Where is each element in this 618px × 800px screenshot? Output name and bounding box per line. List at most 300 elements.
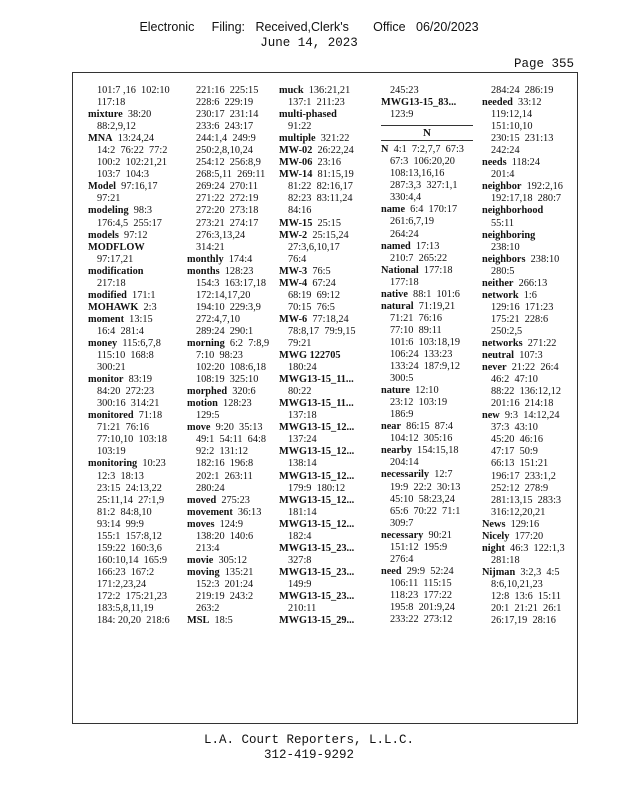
index-entry [482,157,578,169]
page-line-refs: 93:14 99:9 [97,518,144,530]
page-line-refs: 84:20 272:23 [97,386,155,398]
index-entry [279,471,375,483]
page-line-refs: 219:19 243:2 [196,590,254,602]
page-line-refs: 129:5 [196,410,220,422]
page-line-refs: 92:2 131:12 [196,446,249,458]
index-headword: MNA [88,133,113,145]
index-headword: necessarily [381,469,430,481]
index-headword: MW-15 [279,217,313,229]
index-entry [279,109,375,121]
page-line-refs: 166:23 167:2 [97,566,155,578]
page-line-refs: 49:1 54:11 64:8 [196,434,266,446]
page-line-refs: 118:23 177:22 [390,589,452,601]
page-line-refs: 300:5 [390,373,414,385]
page-line-refs: 71:18 [133,410,163,422]
page-line-refs: 88:1 101:6 [407,288,460,300]
page-line-refs: 137:1 211:23 [288,97,345,109]
index-headword: neighborhood [482,205,544,217]
page-line-refs: 280:24 [196,482,225,494]
index-entry [279,615,375,627]
page-line-refs: 201:16 214:18 [491,398,554,410]
page-line-refs: 266:13 [513,277,548,289]
page-line-refs: 6:2 7:8,9 [224,337,270,349]
page-line-refs: 108:19 325:10 [196,374,259,386]
index-entry [482,290,578,302]
page-line-refs: 250:2,8,10,24 [196,145,253,157]
page-line-refs: 151:12 195:9 [390,541,448,553]
index-headword: new [482,410,500,422]
page-line-refs: 238:10 [491,241,520,253]
page-line-refs: 76:5 [307,265,331,277]
page-line-refs: 137:18 [288,410,317,422]
page-line-refs: 25:11,14 27:1,9 [97,494,165,506]
page-line-refs: 135:21 [219,566,254,578]
page-line-refs: 177:20 [509,530,544,542]
index-entry [187,386,283,398]
page-line-refs: 6:4 170:17 [405,204,458,216]
page-line-refs: 82:23 83:11,24 [288,193,353,205]
index-headword: neutral [482,350,515,362]
page-line-refs: 184: 20,20 218:6 [97,615,170,627]
page-line-refs: 160:10,14 165:9 [97,554,168,566]
page-line-refs: 117:18 [97,97,126,109]
page-line-refs: 327:8 [288,554,312,566]
page-line-refs: 177:18 [390,276,419,288]
page-line-refs: 97:17,21 [97,253,134,265]
page-line-refs: 233:22 273:12 [390,614,453,626]
index-headword: MW-6 [279,313,308,325]
page-line-refs: 287:3,3 327:1,1 [390,180,458,192]
page-line-refs: 23:15 24:13,22 [97,482,162,494]
page-line-refs: 300:21 [97,362,126,374]
page-line-refs: 289:24 290:1 [196,325,254,337]
page-line-refs: 26:17,19 28:16 [491,615,556,627]
page-line-refs: 81:22 82:16,17 [288,181,353,193]
page-line-refs: 12:8 13:6 15:11 [491,590,561,602]
index-headword: needs [482,157,507,169]
index-headword: mixture [88,109,123,121]
index-headword: need [381,565,402,577]
index-entry [88,230,184,242]
page-line-refs: 47:17 50:9 [491,446,538,458]
page-line-refs: 16:4 281:4 [97,325,144,337]
index-entry [187,615,283,627]
page-line-refs: 230:17 231:14 [196,109,259,121]
page-line-refs: 12:3 18:13 [97,470,144,482]
page-line-refs: 1:6 [518,289,537,301]
page-line-refs: 210:7 265:22 [390,252,448,264]
index-entry [482,410,578,422]
index-entry [279,519,375,531]
page-line-refs: 305:12 [213,554,248,566]
page-line-refs: 78:8,17 79:9,15 [288,325,356,337]
page-line-refs: 80:22 [288,386,312,398]
page-line-refs: 194:10 229:3,9 [196,301,261,313]
index-entry [482,230,578,242]
page-line-refs: 104:12 305:16 [390,433,453,445]
page-line-refs: 321:22 [315,133,350,145]
index-entry [279,133,375,145]
page-line-refs: 155:1 157:8,12 [97,530,162,542]
index-entry [279,218,375,230]
page-line-refs: 171:1 [126,289,156,301]
index-entry [88,314,184,326]
page-line-refs: 210:11 [288,603,317,615]
index-entry [381,144,477,156]
index-column-5 [482,85,578,627]
index-headword: multiple [279,133,316,145]
page-line-refs: 273:21 274:17 [196,217,259,229]
reporter-name: L.A. Court Reporters, L.L.C. [203,733,415,747]
index-headword: muck [279,85,304,96]
index-entry [482,531,578,543]
page-line-refs: 86:15 87:4 [401,421,454,433]
page-line-refs: 192:2,16 [521,181,563,193]
index-entry [187,266,283,278]
page-line-refs: 45:10 58:23,24 [390,493,455,505]
index-entry [381,241,477,253]
index-entry [88,181,184,193]
page-line-refs: 182:16 196:8 [196,458,254,470]
page-line-refs: 103:7 104:3 [97,169,150,181]
index-headword: neither [482,277,514,289]
page-line-refs: 8:6,10,21,23 [491,578,543,590]
index-column-3 [279,85,375,627]
page-line-refs: 23:16 [312,157,341,169]
page-line-refs: 202:1 263:11 [196,470,253,482]
page-line-refs: 179:9 180:12 [288,482,346,494]
index-headword: morphed [187,386,228,398]
page-line-refs: 271:22 272:19 [196,193,259,205]
page-line-refs: 102:20 108:6,18 [196,362,267,374]
index-entry [381,301,477,313]
page-line-refs: 46:2 47:10 [491,374,538,386]
page-line-refs: 172:2 175:21,23 [97,590,168,602]
page-line-refs: 71:21 76:16 [390,312,443,324]
index-entry [279,266,375,278]
index-entry [279,157,375,169]
index-headword: money [88,337,118,349]
page-line-refs: 171:2,23,24 [97,578,147,590]
page-line-refs: 33:12 [512,97,542,109]
page-line-refs: 77:10 89:11 [390,324,442,336]
page-line-refs: 18:5 [209,615,233,627]
page-line-refs: 138:20 140:6 [196,530,254,542]
page-line-refs: 300:16 314:21 [97,398,160,410]
index-entry [381,445,477,457]
page-line-refs: 83:19 [123,374,153,386]
page-line-refs: 152:3 201:24 [196,578,254,590]
page-line-refs: 269:24 270:11 [196,181,258,193]
index-headword: MWG13-15_29... [279,615,355,627]
page-line-refs: 77:10,10 103:18 [97,434,168,446]
page-line-refs: 129:16 171:23 [491,301,554,313]
index-entry [482,97,578,109]
page-line-refs: 309:7 [390,517,414,529]
index-headword: Nijman [482,566,516,578]
page-line-refs: 151:10,10 [491,121,533,133]
index-entry [279,567,375,579]
page-line-refs: 26:22,24 [312,145,354,157]
index-entry [279,230,375,242]
index-entry [482,543,578,555]
index-headword: near [381,421,402,433]
index-headword: MW-2 [279,229,308,241]
page-line-refs: 118:24 [506,157,540,169]
page-line-refs: 250:2,5 [491,325,523,337]
page-line-refs: 196:17 233:1,2 [491,470,556,482]
index-entry [482,362,578,374]
index-headword: MWG13-15_12... [279,470,355,482]
page-line-refs: 9:20 35:13 [210,422,263,434]
page-line-refs: 103:19 [97,446,126,458]
page-line-refs: 81:2 84:8,10 [97,506,152,518]
index-entry [88,302,184,314]
index-entry [482,519,578,531]
page-line-refs: 182:4 [288,530,312,542]
index-column-2 [187,85,283,627]
page-number: Page 355 [513,57,574,71]
page-line-refs: 77:18,24 [307,313,349,325]
index-headword: MW-3 [279,265,308,277]
page-line-refs: 172:14,17,20 [196,289,251,301]
index-entry [88,242,184,254]
index-headword: MWG13-15_83... [381,97,457,109]
page-line-refs: 45:20 46:16 [491,434,544,446]
index-headword: months [187,265,220,277]
page-line-refs: 264:24 [390,228,419,240]
page-line-refs: 133:24 187:9,12 [390,361,461,373]
index-entry [482,181,578,193]
index-entry [381,530,477,542]
page-line-refs: 268:5,11 269:11 [196,169,266,181]
index-headword: name [381,204,406,216]
page-line-refs: 181:14 [288,506,317,518]
index-headword: modification [88,265,144,277]
index-headword: nearby [381,445,412,457]
page-line-refs: 221:16 225:15 [196,85,259,96]
page-line-refs: 71:21 76:16 [97,422,150,434]
index-headword: MWG13-15_11... [279,374,354,386]
index-headword: modeling [88,205,129,217]
page-line-refs: 154:15,18 [411,445,459,457]
page-line-refs: 25:15 [312,217,341,229]
page-line-refs: 276:4 [390,553,414,565]
index-headword: necessary [381,529,424,541]
page-line-refs: 174:4 [223,253,253,265]
page-line-refs: 136:21,21 [303,85,351,96]
page-line-refs: 91:22 [288,121,312,133]
page-line-refs: 195:8 201:9,24 [390,601,455,613]
page-line-refs: 276:3,13,24 [196,229,246,241]
page-line-refs: 55:11 [491,217,515,229]
page-line-refs: 242:24 [491,145,520,157]
page-line-refs: 68:19 69:12 [288,289,341,301]
page-line-refs: 88:22 136:12,12 [491,386,562,398]
index-entry [381,469,477,481]
page-line-refs: 10:23 [137,458,166,470]
page-line-refs: 275:23 [216,494,250,506]
index-entry [187,555,283,567]
index-headword: MW-14 [279,169,313,181]
section-letter: N [381,125,473,141]
index-headword: monitoring [88,458,138,470]
page-line-refs: 245:23 [390,85,419,96]
page-line-refs: 201:4 [491,169,515,181]
page-line-refs: 123:9 [390,109,414,121]
index-headword: MW-4 [279,277,308,289]
index-entry [279,85,375,97]
page-line-refs: 36:13 [232,506,262,518]
index-headword: MWG 122705 [279,350,341,362]
page-line-refs: 90:21 [423,529,452,541]
page-line-refs: 100:2 102:21,21 [97,157,168,169]
page-line-refs: 67:3 106:20,20 [390,156,455,168]
index-headword: MWG13-15_11... [279,398,354,410]
index-headword: nature [381,385,410,397]
page-line-refs: 70:15 76:5 [288,301,335,313]
page-line-refs: 271:22 [522,337,557,349]
page-line-refs: 12:10 [410,385,439,397]
index-headword: movie [187,554,214,566]
index-headword: neighbor [482,181,522,193]
page-line-refs: 21:22 26:4 [506,362,559,374]
index-entry [381,289,477,301]
page-line-refs: 124:9 [214,518,244,530]
index-entry [482,278,578,290]
index-headword: moves [187,518,215,530]
page-line-refs: 254:12 256:8,9 [196,157,261,169]
page-line-refs: 128:23 [219,265,254,277]
index-headword: moment [88,313,125,325]
index-headword: MWG13-15_12... [279,446,355,458]
page-line-refs: 84:16 [288,205,312,217]
page-line-refs: 149:9 [288,578,312,590]
page-line-refs: 159:22 160:3,6 [97,542,162,554]
page-line-refs: 230:15 231:13 [491,133,554,145]
index-entry [88,290,184,302]
index-headword: News [482,518,506,530]
page-line-refs: 192:17,18 280:7 [491,193,562,205]
index-headword: MWG13-15_12... [279,518,355,530]
index-headword: modified [88,289,127,301]
index-headword: neighboring [482,229,536,241]
index-entry [187,422,283,434]
index-headword: move [187,422,211,434]
index-entry [187,495,283,507]
index-entry [88,374,184,386]
page-line-refs: 228:6 229:19 [196,97,254,109]
index-entry [482,205,578,217]
page-line-refs: 280:5 [491,265,515,277]
index-headword: networks [482,337,523,349]
page-line-refs: 180:24 [288,362,317,374]
page-line-refs: 137:24 [288,434,317,446]
page-line-refs: 314:21 [196,241,225,253]
index-headword: MWG13-15_23... [279,590,355,602]
page-line-refs: 233:6 243:17 [196,121,254,133]
page-line-refs: 97:12 [118,229,148,241]
page-line-refs: 128:23 [217,398,252,410]
index-entry [187,567,283,579]
index-headword: morning [187,337,225,349]
index-headword: natural [381,300,414,312]
page-line-refs: 281:18 [491,554,520,566]
page-line-refs: 101:7 ,16 102:10 [97,85,170,96]
page-line-refs: 19:9 22:2 30:13 [390,481,461,493]
index-headword: Nicely [482,530,510,542]
index-entry [279,314,375,326]
page-line-refs: 138:14 [288,458,317,470]
page-line-refs: 238:10 [525,253,560,265]
index-entry [279,495,375,507]
index-headword: MSL [187,615,210,627]
page-line-refs: 4:1 7:2,7,7 67:3 [388,144,464,156]
index-headword: MWG13-15_12... [279,494,355,506]
index-headword: never [482,362,507,374]
page-line-refs: 272:4,7,10 [196,313,241,325]
index-headword: neighbors [482,253,526,265]
page-line-refs: 204:14 [390,457,419,469]
index-entry [381,204,477,216]
page-line-refs: 88:2,9,12 [97,121,136,133]
page-line-refs: 183:5,8,11,19 [97,603,154,615]
page-line-refs: 106:11 115:15 [390,577,452,589]
page-line-refs: 98:3 [128,205,153,217]
index-headword: night [482,542,505,554]
page-line-refs: 13:15 [124,313,153,325]
index-entry [279,169,375,181]
index-headword: MW-06 [279,157,313,169]
page-line-refs: 252:12 278:9 [491,482,549,494]
page-line-refs: 2:3 [138,301,157,313]
index-entry [482,567,578,579]
index-headword: moving [187,566,220,578]
index-headword: MWG13-15_23... [279,566,355,578]
index-entry [482,338,578,350]
page-line-refs: 7:10 98:23 [196,350,243,362]
page-line-refs: 97:16,17 [116,181,158,193]
page-line-refs: 66:13 151:21 [491,458,549,470]
index-headword: National [381,264,419,276]
index-entry [279,591,375,603]
page-line-refs: 14:2 76:22 77:2 [97,145,168,157]
index-column-1 [88,85,184,627]
index-headword: monitor [88,374,124,386]
page-line-refs: 115:10 168:8 [97,350,154,362]
index-entry [381,265,477,277]
page-line-refs: 177:18 [418,264,453,276]
page-line-refs: 37:3 43:10 [491,422,538,434]
index-headword: named [381,240,411,252]
page-line-refs: 20:1 21:21 26:1 [491,603,562,615]
index-entry [88,109,184,121]
page-line-refs: 23:12 103:19 [390,397,448,409]
index-entry [381,421,477,433]
index-headword: monitored [88,410,134,422]
index-headword: motion [187,398,218,410]
page-line-refs: 330:4,4 [390,192,422,204]
page-line-refs: 38:20 [122,109,152,121]
index-entry [187,507,283,519]
page-line-refs: 79:21 [288,337,312,349]
index-entry [88,410,184,422]
index-entry [279,145,375,157]
page-line-refs: 81:15,19 [312,169,354,181]
page-line-refs: 46:3 122:1,3 [504,542,565,554]
page-line-refs: 316:12,20,21 [491,506,546,518]
index-headword: N [381,144,389,156]
